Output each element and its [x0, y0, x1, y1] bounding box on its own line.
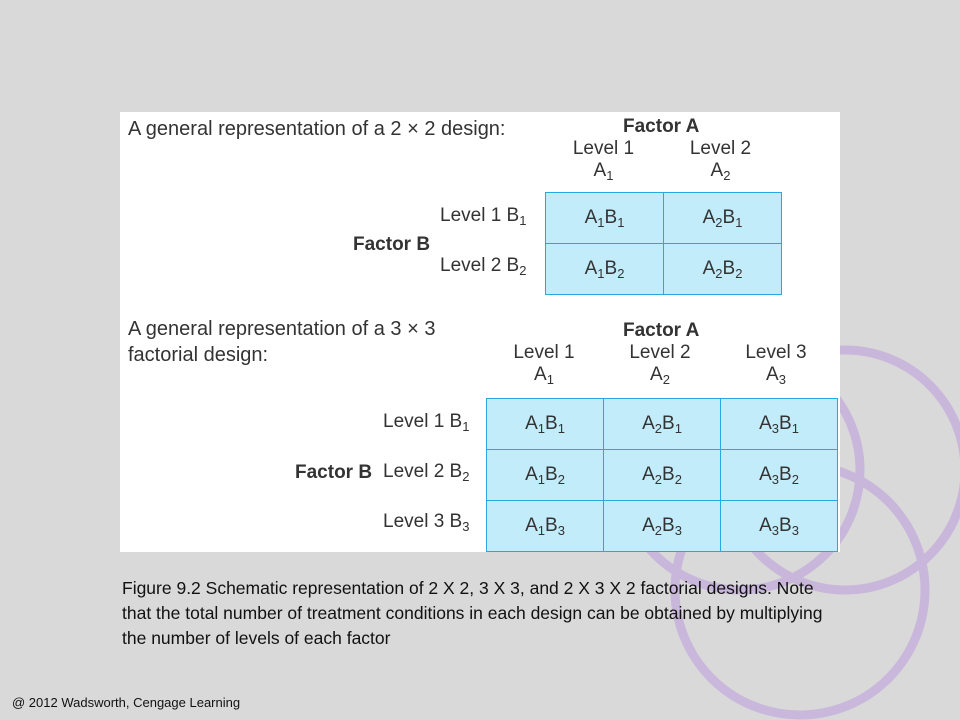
cell-a-symbol: A — [642, 413, 655, 434]
cell-a-symbol: A — [642, 464, 655, 485]
factor-b-level-1 — [383, 411, 469, 433]
row-label: Level 2 B — [383, 461, 463, 482]
level-label: Level 1 — [572, 138, 635, 159]
cell-b-symbol: B — [722, 207, 736, 228]
cell-b-subscript: 1 — [791, 421, 799, 436]
cell-b-subscript: 2 — [617, 266, 625, 281]
cell-b-symbol: B — [662, 515, 675, 536]
cell-b-symbol: B — [779, 464, 792, 485]
treatment-cell — [487, 501, 604, 552]
cell-a-subscript: 2 — [654, 421, 662, 436]
treatment-cell — [546, 244, 664, 295]
cell-a-symbol: A — [759, 464, 772, 485]
row-label: Level 1 B — [440, 205, 520, 226]
cell-b-symbol: B — [545, 464, 558, 485]
factor-a-level-2 — [662, 138, 779, 182]
level-label: Level 3 — [745, 342, 807, 363]
cell-a-symbol: A — [759, 515, 772, 536]
cell-a-subscript: 1 — [537, 472, 545, 487]
treatment-cell — [721, 501, 838, 552]
level-subscript: 2 — [662, 372, 670, 387]
cell-b-symbol: B — [604, 207, 618, 228]
cell-b-symbol: B — [662, 413, 675, 434]
level-label: Level 2 — [689, 138, 752, 159]
factor-a-label-3x3: Factor A — [623, 320, 700, 341]
cell-a-symbol: A — [702, 258, 716, 279]
treatment-cell — [664, 244, 782, 295]
cell-a-symbol: A — [642, 515, 655, 536]
cell-b-symbol: B — [779, 515, 792, 536]
factor-b-level-1 — [440, 205, 526, 227]
row-label: Level 2 B — [440, 255, 520, 276]
design-2x2-title: A general representation of a 2 × 2 design: — [128, 118, 506, 140]
row-subscript: 2 — [462, 469, 470, 484]
cell-a-symbol: A — [525, 515, 538, 536]
cell-b-subscript: 1 — [674, 421, 682, 436]
cell-b-symbol: B — [545, 413, 558, 434]
cell-b-subscript: 3 — [557, 523, 565, 538]
treatment-cell — [604, 450, 721, 501]
treatment-cell — [546, 193, 664, 244]
cell-b-symbol: B — [545, 515, 558, 536]
cell-a-symbol: A — [702, 207, 716, 228]
level-subscript: 2 — [723, 168, 731, 183]
level-subscript: 1 — [606, 168, 614, 183]
cell-b-subscript: 2 — [791, 472, 799, 487]
factor-a-level-3 — [718, 342, 834, 386]
factor-b-label-3x3: Factor B — [295, 462, 373, 483]
level-subscript: 1 — [546, 372, 554, 387]
row-label: Level 3 B — [383, 511, 463, 532]
treatment-cell — [487, 450, 604, 501]
factorial-design-figure — [120, 112, 840, 552]
cell-b-subscript: 2 — [557, 472, 565, 487]
treatment-cell — [721, 399, 838, 450]
level-subscript: 3 — [778, 372, 786, 387]
cell-a-subscript: 3 — [771, 472, 779, 487]
level-symbol: A — [650, 364, 663, 385]
grid-row — [487, 501, 838, 552]
cell-a-subscript: 2 — [654, 472, 662, 487]
cell-b-symbol: B — [604, 258, 618, 279]
cell-b-subscript: 2 — [674, 472, 682, 487]
cell-b-symbol: B — [662, 464, 675, 485]
cell-b-subscript: 1 — [735, 215, 743, 230]
cell-a-subscript: 1 — [537, 523, 545, 538]
factor-a-level-1 — [545, 138, 662, 182]
row-subscript: 1 — [462, 419, 470, 434]
cell-a-symbol: A — [525, 413, 538, 434]
factor-a-level-1 — [486, 342, 602, 386]
treatment-cell — [721, 450, 838, 501]
cell-a-subscript: 2 — [715, 266, 723, 281]
cell-b-symbol: B — [779, 413, 792, 434]
cell-a-subscript: 3 — [771, 523, 779, 538]
cell-b-subscript: 1 — [557, 421, 565, 436]
row-subscript: 2 — [519, 263, 527, 278]
cell-a-symbol: A — [584, 207, 598, 228]
design-3x3-title-line2: factorial design: — [128, 344, 269, 366]
factor-b-level-2 — [383, 461, 469, 483]
design-3x3-title-line1: A general representation of a 3 × 3 — [128, 318, 436, 340]
treatment-cell — [664, 193, 782, 244]
factor-b-level-3 — [383, 511, 469, 533]
cell-a-subscript: 3 — [771, 421, 779, 436]
grid-row — [546, 244, 782, 295]
cell-b-subscript: 1 — [617, 215, 625, 230]
factor-b-label-2x2: Factor B — [353, 234, 431, 255]
grid-row — [546, 193, 782, 244]
factor-a-level-2 — [602, 342, 718, 386]
cell-a-subscript: 1 — [597, 215, 605, 230]
cell-a-symbol: A — [525, 464, 538, 485]
factor-a-label-2x2: Factor A — [623, 116, 700, 137]
level-symbol: A — [534, 364, 547, 385]
grid-row — [487, 450, 838, 501]
cell-a-symbol: A — [584, 258, 598, 279]
level-symbol: A — [710, 160, 724, 181]
factor-b-level-2 — [440, 255, 526, 277]
design-2x2-grid — [545, 192, 782, 295]
cell-b-symbol: B — [722, 258, 736, 279]
treatment-cell — [604, 399, 721, 450]
figure-caption: Figure 9.2 Schematic representation of 2 X 2, 3 X 3, and 2 X 3 X 2 factorial designs. Note that the total number of treatment conditions in each design can be obtained by multiplying the number of levels of each factor — [122, 578, 823, 648]
level-symbol: A — [766, 364, 779, 385]
level-label: Level 1 — [513, 342, 575, 363]
design-3x3-grid — [486, 398, 838, 552]
level-symbol: A — [593, 160, 607, 181]
level-label: Level 2 — [629, 342, 691, 363]
cell-a-subscript: 2 — [715, 215, 723, 230]
cell-a-subscript: 1 — [597, 266, 605, 281]
cell-b-subscript: 3 — [791, 523, 799, 538]
copyright-footer: @ 2012 Wadsworth, Cengage Learning — [12, 695, 241, 710]
row-subscript: 3 — [462, 519, 470, 534]
row-label: Level 1 B — [383, 411, 463, 432]
grid-row — [487, 399, 838, 450]
row-subscript: 1 — [519, 213, 527, 228]
treatment-cell — [604, 501, 721, 552]
cell-b-subscript: 3 — [674, 523, 682, 538]
cell-a-subscript: 1 — [537, 421, 545, 436]
cell-a-subscript: 2 — [654, 523, 662, 538]
cell-b-subscript: 2 — [735, 266, 743, 281]
cell-a-symbol: A — [759, 413, 772, 434]
treatment-cell — [487, 399, 604, 450]
